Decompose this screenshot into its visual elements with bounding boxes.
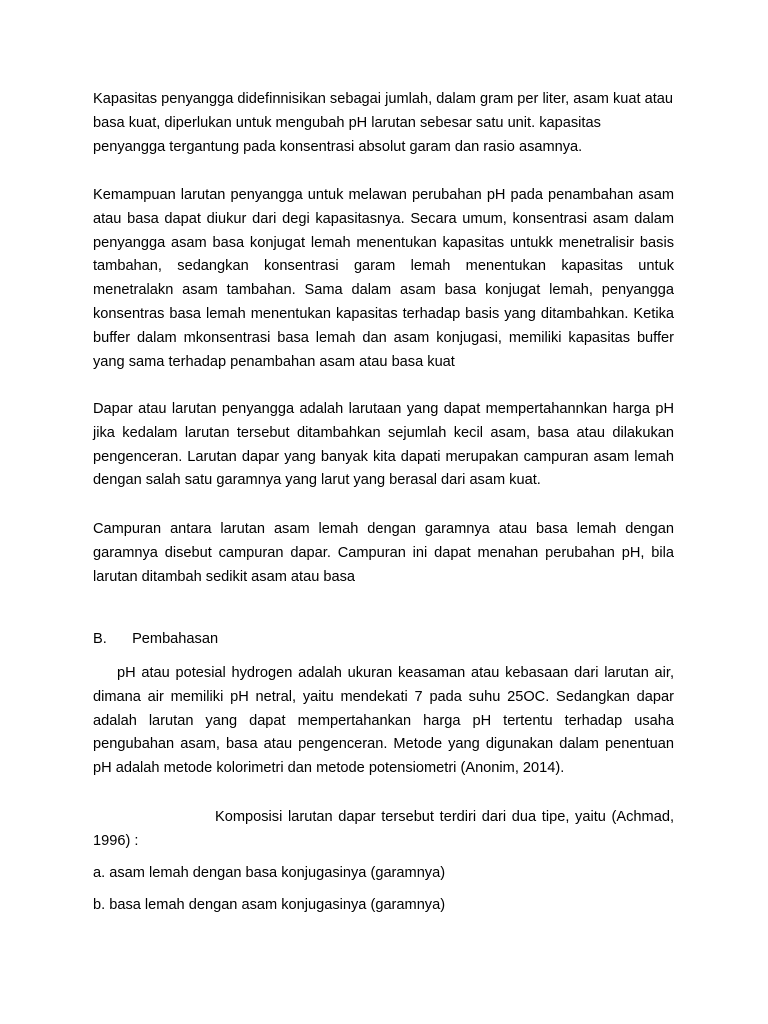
section-heading [93, 628, 218, 652]
paragraph-dapar-definition: Dapar atau larutan penyangga adalah larutaan yang dapat mempertahannkan harga pH jika kedalam larutan tersebut ditambahkan sejumlah kecil asam, basa atau dilakukan pengenceran. Larutan dapar yang banyak kita dapati merupakan campuran asam lemah dengan salah satu garamnya yang larut yang berasal dari asam kuat. [93, 401, 674, 489]
paragraph-buffer-ability: Kemampuan larutan penyangga untuk melawan perubahan pH pada penambahan asam atau basa dapat diukur dari degi kapasitasnya. Secara umum, konsentrasi asam dalam penyangga asam basa konjugat lemah menentukan kapasitas untukk menetralisir basis tambahan, sedangkan konsentrasi garam lemah menentukan kapasitas untuk menetralakn asam tambahan. Sama dalam asam basa konjugat lemah, penyangga konsentras basa lemah menentukan kapasitas terhadap basis yang ditambahkan. Ketika buffer dalam mkonsentrasi basa lemah dan asam konjugasi, memiliki kapasitas buffer yang sama terhadap penambahan asam atau basa kuat [93, 187, 674, 370]
list-item-a: a. asam lemah dengan basa konjugasinya (garamnya) [93, 865, 446, 881]
paragraph-dapar-mixture: Campuran antara larutan asam lemah dengan garamnya atau basa lemah dengan garamnya disebut campuran dapar. Campuran ini dapat menahan perubahan pH, bila larutan ditambah sedikit asam atau basa [93, 521, 674, 585]
paragraph-ph-definition: pH atau potesial hydrogen adalah ukuran keasaman atau kebasaan dari larutan air, dimana air memiliki pH netral, yaitu mendekati 7 pada suhu 25OC. Sedangkan dapar adalah larutan yang dapat mempertahankan harga pH tertentu terhadap usaha pengubahan asam, basa atau pengenceran. Metode yang digunakan dalam penentuan pH adalah metode kolorimetri dan metode potensiometri (Anonim, 2014). [93, 665, 674, 777]
paragraph-buffer-capacity-definition: Kapasitas penyangga didefinnisikan sebagai jumlah, dalam gram per liter, asam kuat atau basa kuat, diperlukan untuk mengubah pH larutan sebesar satu unit. kapasitas penyangga tergantung pada konsentrasi absolut garam dan rasio asamnya. [93, 91, 674, 155]
section-number: B. [93, 631, 107, 647]
paragraph-dapar-composition: Komposisi larutan dapar tersebut terdiri dari dua tipe, yaitu (Achmad, 1996) : [93, 809, 674, 849]
section-title: Pembahasan [132, 631, 219, 647]
list-item-b: b. basa lemah dengan asam konjugasinya (garamnya) [93, 897, 446, 913]
